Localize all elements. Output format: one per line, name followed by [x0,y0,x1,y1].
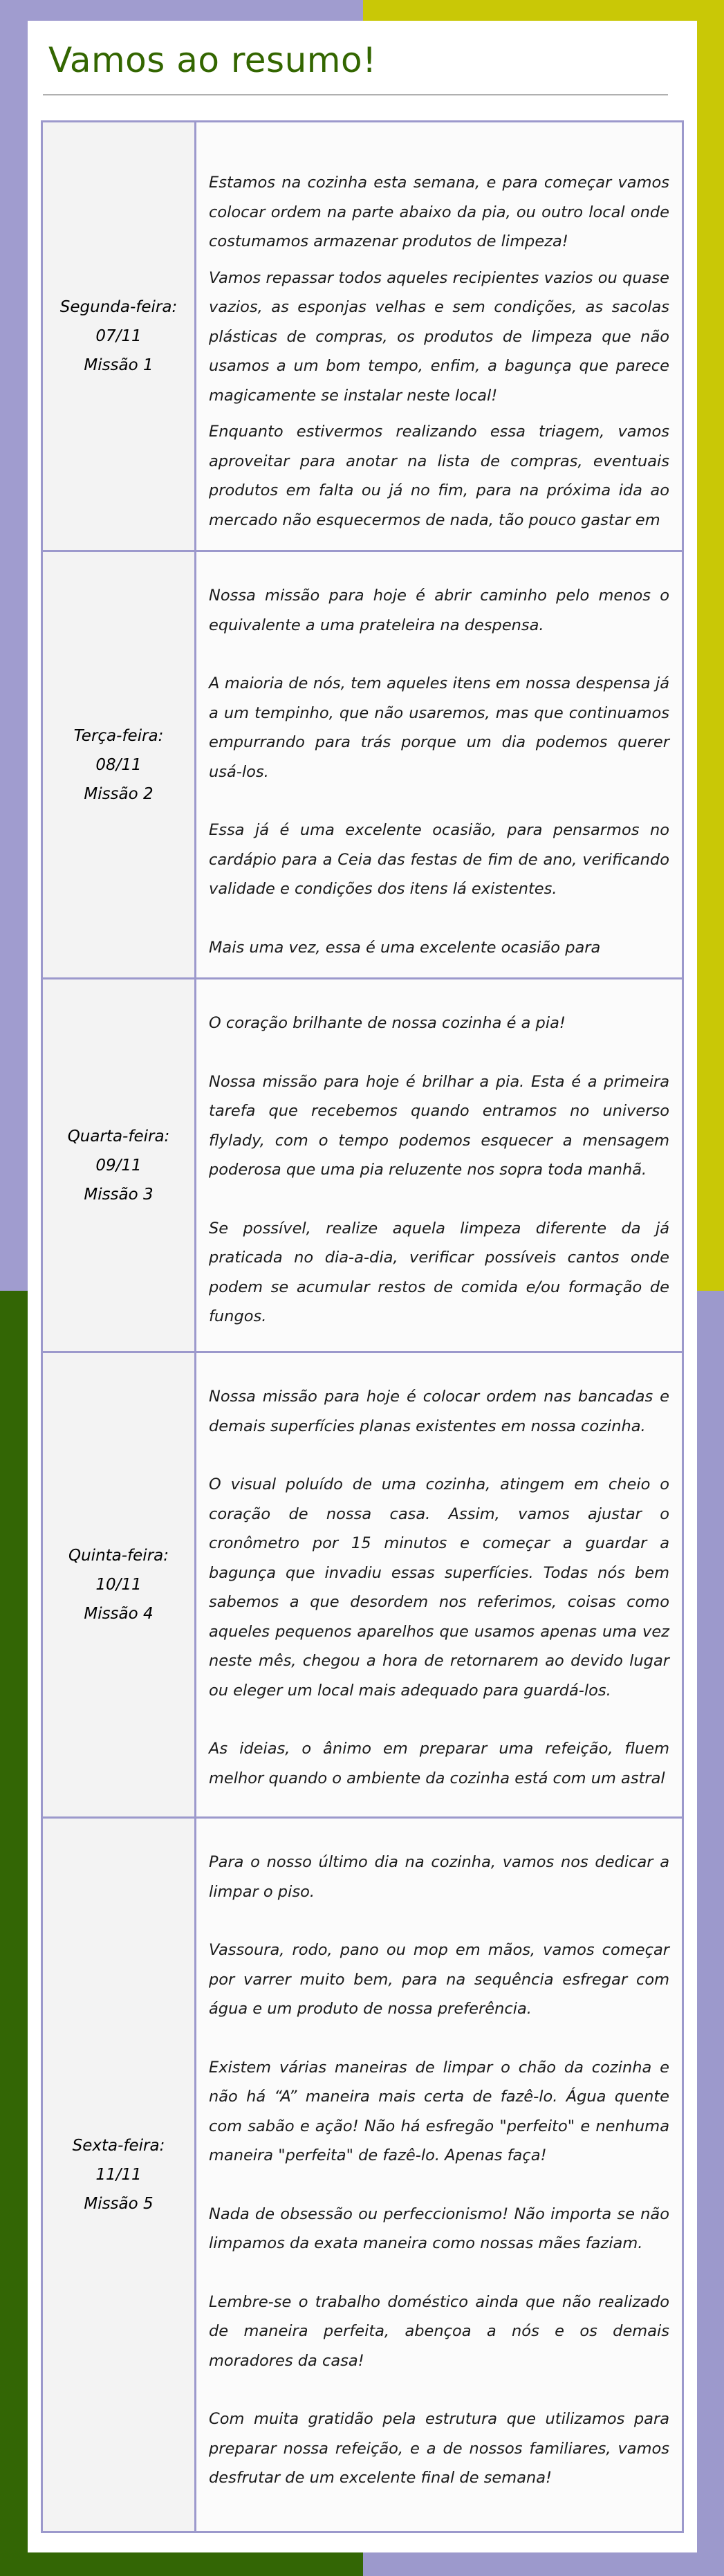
mission-paragraph: A maioria de nós, tem aqueles itens em nossa despensa já a um tempinho, que não usaremos, mas que continuamos empurrando para trás porque um dia podemos querer usá-los. [209,674,669,781]
mission-paragraph: Nossa missão para hoje é brilhar a pia. Esta é a primeira tarefa que recebemos quando entramos no universo flylady, com o tempo podemos esquecer a mensagem poderosa que uma pia reluzente nos sopra toda manhã. [209,1072,669,1179]
mission-date: 09/11 [95,1156,142,1175]
mission-paragraph: Vassoura, rodo, pano ou mop em mãos, vamos começar por varrer muito bem, para na sequência esfregar com água e um produto de nossa preferência. [209,1941,669,2018]
mission-paragraph: Nossa missão para hoje é colocar ordem nas bancadas e demais superfícies planas existentes em nossa cozinha. [209,1388,669,1435]
mission-row-4 [43,1353,682,1819]
mission-paragraph: Vamos repassar todos aqueles recipientes vazios ou quase vazios, as esponjas velhas e sem condições, as sacolas plásticas de compras, os produtos de limpeza que não usamos a um bom tempo, enfim, a bagunça que parece magicamente se instalar neste local! [209,268,669,405]
mission-paragraph: Para o nosso último dia na cozinha, vamos nos dedicar a limpar o piso. [209,1853,669,1901]
mission-number: Missão 4 [84,1605,154,1623]
mission-row-5 [43,1819,682,2531]
content-panel [28,21,697,2552]
mission-number: Missão 5 [84,2195,154,2213]
mission-text-cell [196,122,682,550]
mission-paragraph: Existem várias maneiras de limpar o chão da cozinha e não há “A” maneira mais certa de fazê-lo. Água quente com sabão e ação! Não há esfregão "perfeito" e nenhuma maneira "perfeita" de fazê-lo. Apenas faça! [209,2058,669,2164]
mission-day-cell [43,979,196,1351]
page-title: Vamos ao resumo! [48,40,377,80]
mission-paragraph: Essa já é uma excelente ocasião, para pensarmos no cardápio para a Ceia das festas de fim de ano, verificando validade e condições dos itens lá existentes. [209,821,669,898]
mission-date: 08/11 [95,755,142,774]
mission-text-cell [196,1353,682,1816]
mission-day: Sexta-feira: [72,2137,165,2155]
mission-day: Quinta-feira: [68,1547,169,1565]
mission-number: Missão 3 [84,1185,154,1204]
mission-day-cell [43,122,196,550]
title-divider [43,94,668,95]
mission-paragraph: Nada de obsessão ou perfeccionismo! Não importa se não limpamos da exata maneira como nossas mães faziam. [209,2205,669,2252]
mission-date: 11/11 [95,2166,142,2184]
mission-paragraph: Se possível, realize aquela limpeza diferente da já praticada no dia-a-dia, verificar possíveis cantos onde podem se acumular restos de comida e/ou formação de fungos. [209,1219,669,1325]
mission-date: 07/11 [95,327,142,345]
mission-paragraph: Nossa missão para hoje é abrir caminho pelo menos o equivalente a uma prateleira na despensa. [209,587,669,634]
mission-day: Quarta-feira: [67,1127,170,1146]
mission-day: Segunda-feira: [59,298,178,316]
mission-number: Missão 2 [84,784,154,803]
mission-row-2 [43,552,682,979]
mission-paragraph: Estamos na cozinha esta semana, e para começar vamos colocar ordem na parte abaixo da pia, ou outro local onde costumamos armazenar produtos de limpeza! [209,174,669,250]
mission-paragraph: Lembre-se o trabalho doméstico ainda que não realizado de maneira perfeita, abençoa a nós e os demais moradores da casa! [209,2292,669,2370]
mission-number: Missão 1 [84,356,154,374]
mission-day: Terça-feira: [73,726,164,745]
mission-day-cell [43,552,196,977]
mission-paragraph: O visual poluído de uma cozinha, atingem em cheio o coração de nossa casa. Assim, vamos ajustar o cronômetro por 15 minutos e começar a guardar a bagunça que invadiu essas superfícies. Todas nós bem sabemos a que desordem nos referimos, coisas como aqueles pequenos aparelhos que usamos apenas uma vez neste mês, chegou a hora de retornarem ao devido lugar ou eleger um local mais adequado para guardá-los. [209,1475,669,1700]
mission-row-1 [43,122,682,552]
mission-text-cell [196,1819,682,2531]
mission-paragraph: O coração brilhante de nossa cozinha é a pia! [209,1014,566,1032]
mission-date: 10/11 [95,1576,142,1594]
mission-paragraph: Com muita gratidão pela estrutura que utilizamos para preparar nossa refeição, e a de nossos familiares, vamos desfrutar de um excelente final de semana! [209,2410,669,2487]
mission-day-cell [43,1819,196,2531]
missions-table [41,120,684,2533]
mission-day-cell [43,1353,196,1816]
mission-row-3 [43,979,682,1353]
mission-paragraph: As ideias, o ânimo em preparar uma refeição, fluem melhor quando o ambiente da cozinha está com um astral [209,1740,669,1787]
mission-paragraph: Enquanto estivermos realizando essa triagem, vamos aproveitar para anotar na lista de compras, eventuais produtos em falta ou já no fim, para na próxima ida ao mercado não esquecermos de nada, tão pouco gastar em [209,423,669,529]
mission-text-cell [196,979,682,1351]
mission-paragraph: Mais uma vez, essa é uma excelente ocasião para [209,938,601,957]
mission-text-cell [196,552,682,977]
